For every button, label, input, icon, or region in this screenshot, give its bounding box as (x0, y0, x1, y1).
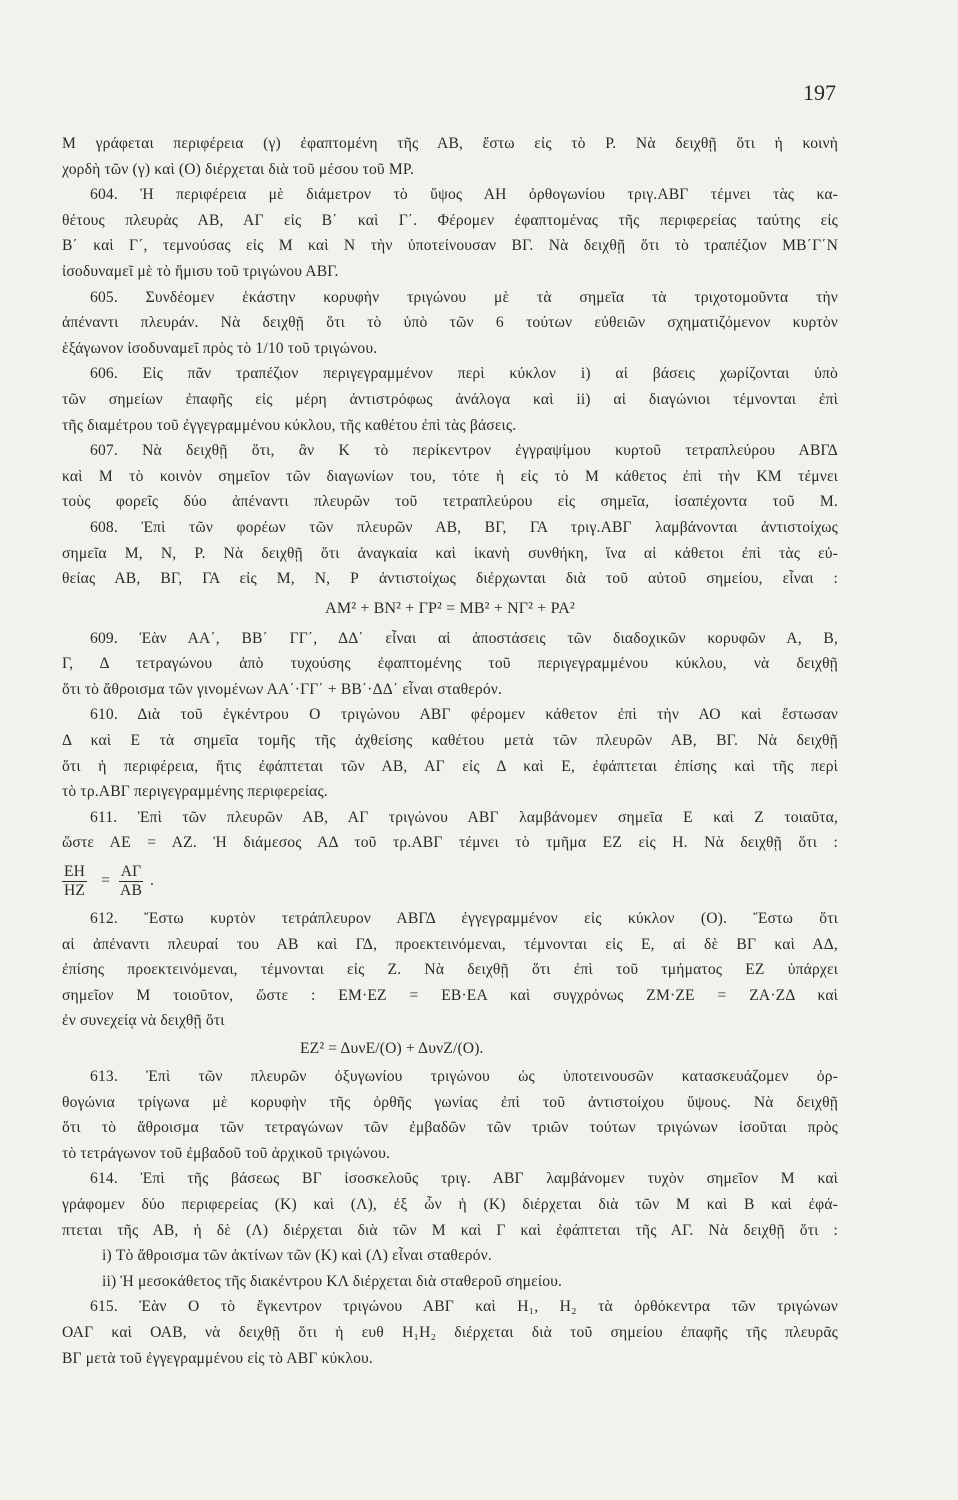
item-i: i) Τὸ ἄθροισμα τῶν ἀκτίνων τῶν (Κ) καὶ (Λ) εἶναι σταθερόν. (102, 1247, 492, 1265)
page-text (62, 131, 838, 1371)
text-line: καὶ Μ τὸ κοινὸν σημεῖον τῶν διαγωνίων του, τότε ἡ εἰς τὸ Μ κάθετος ἐπὶ τὴν ΚΜ τέμνει (62, 467, 838, 485)
text-line: ἰσοδυναμεῖ μὲ τὸ ἥμισυ τοῦ τριγώνου ΑΒΓ. (62, 262, 339, 280)
text-line: ΟΑΓ καὶ ΟΑΒ, νὰ δειχθῇ ὅτι ἡ ευθ Η₁Η₂ διέρχεται διὰ τοῦ σημείου ἐπαφῆς τῆς πλευρᾶς (62, 1323, 838, 1341)
text-line: τῆς διαμέτρου τοῦ ἐγγεγραμμένου κύκλου, τῆς καθέτου ἐπὶ τὰς βάσεις. (62, 416, 517, 434)
formula-612: ΕΖ² = ΔυνΕ/(Ο) + ΔυνΖ/(Ο). (300, 1040, 484, 1057)
text-line: ὅτι ἡ περιφέρεια, ἥτις ἐφάπτεται τῶν ΑΒ, ΑΓ εἰς Δ καὶ Ε, ἐφάπτεται ἐπίσης καὶ τῆς περὶ (62, 757, 838, 775)
text-line: Μ γράφεται περιφέρεια (γ) ἐφαπτομένη τῆς ΑΒ, ἔστω εἰς τὸ Ρ. Νὰ δειχθῇ ὅτι ἡ κοινὴ (62, 135, 838, 152)
text-line: Β΄ καὶ Γ΄, τεμνούσας εἰς Μ καὶ Ν τὴν ὑποτείνουσαν ΒΓ. Νὰ δειχθῇ ὅτι τὸ τραπέζιον ΜΒ΄Γ΄Ν (62, 237, 838, 255)
problem-609: 609. Ἐὰν ΑΑ΄, ΒΒ΄ ΓΓ΄, ΔΔ΄ εἶναι αἱ ἀποστάσεις τῶν διαδοχικῶν κορυφῶν Α, Β, (90, 629, 838, 647)
numerator: ΑΓ (120, 862, 142, 880)
text-line: πτεται τῆς ΑΒ, ἡ δὲ (Λ) διέρχεται διὰ τῶν Μ καὶ Γ καὶ ἐφάπτεται τῆς ΑΓ. Νὰ δειχθῇ ὅτι : (62, 1221, 838, 1239)
problem-605: 605. Συνδέομεν ἑκάστην κορυφὴν τριγώνου μὲ τὰ σημεῖα τὰ τριχοτομοῦντα τὴν (90, 288, 838, 306)
problem-607: 607. Νὰ δειχθῇ ὅτι, ἂν Κ τὸ περίκεντρον ἐγγραψίμου κυρτοῦ τετραπλεύρου ΑΒΓΔ (90, 442, 838, 460)
text-line: Δ καὶ Ε τὰ σημεῖα τομῆς τῆς ἀχθείσης καθέτου μετὰ τῶν πλευρῶν ΑΒ, ΒΓ. Νὰ δειχθῇ (62, 732, 838, 750)
text-line: θείας ΑΒ, ΒΓ, ΓΑ εἰς Μ, Ν, Ρ ἀντιστοίχως διέρχωνται διὰ τοῦ αὐτοῦ σημείου, εἶναι : (62, 570, 838, 588)
problem-614: 614. Ἐπὶ τῆς βάσεως ΒΓ ἰσοσκελοῦς τριγ. ΑΒΓ λαμβάνομεν τυχὸν σημεῖον Μ καὶ (90, 1170, 838, 1188)
period: . (150, 872, 155, 890)
text-line: ἑξάγωνον ἰσοδυναμεῖ πρὸς τὸ 1/10 τοῦ τριγώνου. (62, 339, 378, 357)
text-line: θέτους πλευρὰς ΑΒ, ΑΓ εἰς Β΄ καὶ Γ΄. Φέρομεν ἐφαπτομένας τῆς περιφερείας ταύτης εἰς (62, 211, 838, 229)
text-line: γράφομεν δύο περιφερείας (Κ) καὶ (Λ), ἐξ ὧν ἡ (Κ) διέρχεται διὰ τῶν Μ καὶ Β καὶ ἐφά- (62, 1195, 838, 1213)
fraction-right (118, 863, 144, 900)
text-line: χορδὴ τῶν (γ) καὶ (Ο) διέρχεται διὰ τοῦ μέσου τοῦ ΜΡ. (62, 160, 414, 178)
text-line: θογώνια τρίγωνα μὲ κορυφὴν τῆς ὀρθῆς γωνίας ἐπὶ τοῦ ἀντιστοίχου ὕψους. Νὰ δειχθῇ (62, 1093, 838, 1111)
text-line: τῶν σημείων ἐπαφῆς εἰς μέρη ἀντιστρόφως ἀνάλογα καὶ ii) αἱ διαγώνιοι τέμνονται ἐπὶ (62, 390, 838, 408)
text-line: ὥστε ΑΕ = ΑΖ. Ἡ διάμεσος ΑΔ τοῦ τρ.ΑΒΓ τέμνει τὸ τμῆμα ΕΖ εἰς Η. Νὰ δειχθῇ ὅτι : (62, 834, 838, 852)
fraction-left (62, 863, 87, 900)
text-line: τοὺς φορεῖς δύο ἀπέναντι πλευρῶν τοῦ τετραπλεύρου εἰς σημεῖα, ἰσαπέχοντα τοῦ Μ. (62, 493, 838, 511)
text-line: σημεῖα Μ, Ν, Ρ. Νὰ δειχθῇ ὅτι ἀναγκαία καὶ ἱκανὴ συνθήκη, ἵνα αἱ κάθετοι ἐπὶ τὰς εὐ- (62, 544, 838, 562)
problem-604: 604. Ἡ περιφέρεια μὲ διάμετρον τὸ ὕψος ΑΗ ὀρθογωνίου τριγ.ΑΒΓ τέμνει τὰς κα- (90, 186, 838, 204)
denominator: ΑΒ (120, 881, 143, 899)
problem-606: 606. Εἰς πᾶν τραπέζιον περιγεγραμμένον περὶ κύκλον i) αἱ βάσεις χωρίζονται ὑπὸ (90, 365, 838, 383)
text-line: ἐν συνεχείᾳ νὰ δειχθῇ ὅτι (62, 1012, 225, 1030)
text-line: ὅτι τὸ ἄθροισμα τῶν γινομένων ΑΑ΄·ΓΓ΄ + ΒΒ΄·ΔΔ΄ εἶναι σταθερόν. (62, 680, 503, 698)
problem-611: 611. Ἐπὶ τῶν πλευρῶν ΑΒ, ΑΓ τριγώνου ΑΒΓ λαμβάνομεν σημεῖα Ε καὶ Ζ τοιαῦτα, (90, 808, 838, 826)
problem-615: 615. Ἐὰν Ο τὸ ἔγκεντρον τριγώνου ΑΒΓ καὶ Η₁, Η₂ τὰ ὀρθόκεντρα τῶν τριγώνων (90, 1298, 838, 1316)
problem-610: 610. Διὰ τοῦ ἐγκέντρου Ο τριγώνου ΑΒΓ φέρομεν κάθετον ἐπὶ τὴν ΑΟ καὶ ἔστωσαν (90, 706, 838, 724)
equals-sign: = (101, 872, 111, 890)
formula-608: ΑΜ² + ΒΝ² + ΓΡ² = ΜΒ² + ΝΓ² + ΡΑ² (325, 599, 575, 617)
text-line: σημεῖον Μ τοιοῦτον, ὥστε : ΕΜ·ΕΖ = ΕΒ·ΕΑ καὶ συγχρόνως ΖΜ·ΖΕ = ΖΑ·ΖΔ καὶ (62, 986, 838, 1004)
text-line: ἀπέναντι πλευράν. Νὰ δειχθῇ ὅτι τὸ ὑπὸ τῶν 6 τούτων εὐθειῶν σχηματιζόμενον κυρτὸν (62, 314, 838, 332)
text-line: Γ, Δ τετραγώνου ἀπὸ τυχούσης ἐφαπτομένης τοῦ περιγεγραμμένου κύκλου, νὰ δειχθῇ (62, 655, 838, 673)
text-line: αἱ ἀπέναντι πλευραί του ΑΒ καὶ ΓΔ, προεκτεινόμεναι, τέμνονται εἰς Ε, αἱ δὲ ΒΓ καὶ ΑΔ, (62, 935, 838, 953)
denominator: ΗΖ (64, 881, 86, 899)
item-ii: ii) Ἡ μεσοκάθετος τῆς διακέντρου ΚΛ διέρχεται διὰ σταθεροῦ σημείου. (102, 1272, 563, 1290)
text-line: τὸ τρ.ΑΒΓ περιγεγραμμένης περιφερείας. (62, 783, 328, 801)
problem-608: 608. Ἐπὶ τῶν φορέων τῶν πλευρῶν ΑΒ, ΒΓ, ΓΑ τριγ.ΑΒΓ λαμβάνονται ἀντιστοίχως (90, 518, 838, 536)
page-number: 197 (803, 80, 836, 105)
fraction-equation (62, 856, 838, 906)
problem-613: 613. Ἐπὶ τῶν πλευρῶν ὀξυγωνίου τριγώνου ὡς ὑποτεινουσῶν κατασκευάζομεν ὀρ- (90, 1068, 838, 1085)
text-line: ὅτι τὸ ἄθροισμα τῶν τετραγώνων τῶν ἐμβαδῶν τῶν τριῶν τούτων τριγώνων ἰσοῦται πρὸς (62, 1119, 838, 1137)
numerator: ΕΗ (64, 862, 86, 880)
text-line: ἐπίσης προεκτεινόμεναι, τέμνονται εἰς Ζ. Νὰ δειχθῇ ὅτι ἐπὶ τοῦ τμήματος ΕΖ ὑπάρχει (62, 961, 838, 979)
text-line: ΒΓ μετὰ τοῦ ἐγγεγραμμένου εἰς τὸ ΑΒΓ κύκλου. (62, 1349, 373, 1367)
text-line: τὸ τετράγωνον τοῦ ἐμβαδοῦ τοῦ ἀρχικοῦ τριγώνου. (62, 1144, 391, 1162)
problem-612: 612. Ἔστω κυρτὸν τετράπλευρον ΑΒΓΔ ἐγγεγραμμένον εἰς κύκλον (Ο). Ἔστω ὅτι (90, 910, 838, 928)
